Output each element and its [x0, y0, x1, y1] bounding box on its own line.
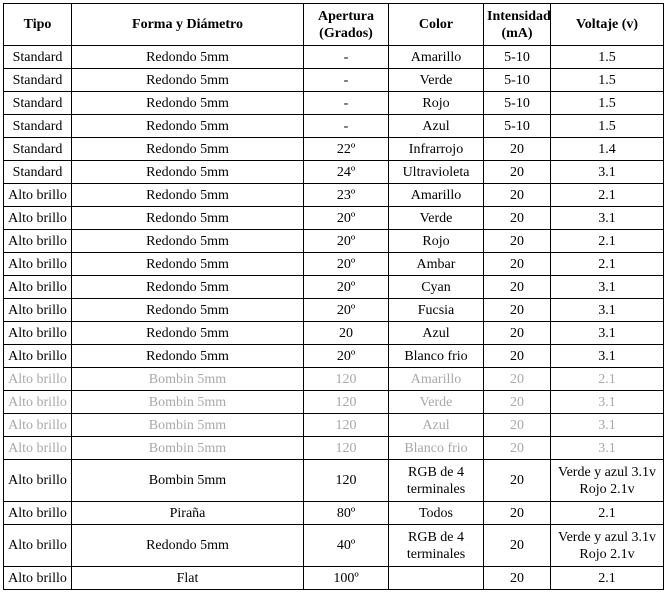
table-row [4, 437, 664, 460]
cell-tipo: Alto brillo [4, 184, 72, 207]
cell-color: Fucsia [389, 299, 484, 322]
cell-voltaje: 1.5 [551, 92, 664, 115]
cell-tipo: Alto brillo [4, 299, 72, 322]
cell-intensidad: 20 [484, 276, 551, 299]
cell-apertura: 100º [304, 567, 389, 590]
header-apertura: Apertura (Grados) [304, 4, 389, 46]
table-row [4, 69, 664, 92]
cell-intensidad: 20 [484, 567, 551, 590]
cell-apertura: 20º [304, 345, 389, 368]
cell-apertura: - [304, 115, 389, 138]
table-row [4, 138, 664, 161]
table-row [4, 502, 664, 525]
cell-voltaje: 2.1 [551, 368, 664, 391]
cell-voltaje: 3.1 [551, 161, 664, 184]
cell-intensidad: 20 [484, 437, 551, 460]
cell-tipo: Standard [4, 115, 72, 138]
cell-voltaje: 3.1 [551, 345, 664, 368]
table-body [4, 46, 664, 590]
cell-voltaje: 2.1 [551, 230, 664, 253]
cell-voltaje: 1.5 [551, 115, 664, 138]
cell-forma: Bombin 5mm [72, 368, 304, 391]
cell-color: Rojo [389, 230, 484, 253]
cell-apertura: 120 [304, 391, 389, 414]
cell-color: Ultravioleta [389, 161, 484, 184]
cell-apertura: 20º [304, 230, 389, 253]
cell-voltaje: 2.1 [551, 567, 664, 590]
cell-tipo: Alto brillo [4, 345, 72, 368]
cell-apertura: 20º [304, 207, 389, 230]
cell-voltaje: 2.1 [551, 253, 664, 276]
cell-intensidad: 20 [484, 253, 551, 276]
cell-voltaje: Verde y azul 3.1v Rojo 2.1v [551, 525, 664, 567]
cell-color: RGB de 4 terminales [389, 525, 484, 567]
cell-forma: Bombin 5mm [72, 460, 304, 502]
cell-tipo: Standard [4, 46, 72, 69]
cell-color: Blanco frio [389, 345, 484, 368]
cell-intensidad: 20 [484, 207, 551, 230]
table-row [4, 46, 664, 69]
cell-intensidad: 20 [484, 184, 551, 207]
cell-tipo: Standard [4, 161, 72, 184]
cell-forma: Redondo 5mm [72, 230, 304, 253]
cell-intensidad: 5-10 [484, 69, 551, 92]
cell-tipo: Alto brillo [4, 207, 72, 230]
cell-tipo: Alto brillo [4, 567, 72, 590]
cell-voltaje: 1.5 [551, 69, 664, 92]
cell-tipo: Alto brillo [4, 391, 72, 414]
cell-voltaje: Verde y azul 3.1v Rojo 2.1v [551, 460, 664, 502]
cell-tipo: Standard [4, 69, 72, 92]
cell-apertura: 80º [304, 502, 389, 525]
cell-apertura: 120 [304, 437, 389, 460]
cell-apertura: 40º [304, 525, 389, 567]
cell-voltaje: 3.1 [551, 414, 664, 437]
cell-intensidad: 20 [484, 299, 551, 322]
table-row [4, 322, 664, 345]
cell-tipo: Alto brillo [4, 276, 72, 299]
cell-forma: Redondo 5mm [72, 345, 304, 368]
header-forma: Forma y Diámetro [72, 4, 304, 46]
cell-intensidad: 20 [484, 161, 551, 184]
cell-tipo: Alto brillo [4, 437, 72, 460]
cell-intensidad: 5-10 [484, 46, 551, 69]
cell-voltaje: 3.1 [551, 322, 664, 345]
cell-apertura: 20º [304, 253, 389, 276]
cell-tipo: Alto brillo [4, 414, 72, 437]
cell-color: Blanco frio [389, 437, 484, 460]
cell-apertura: 23º [304, 184, 389, 207]
table-row [4, 414, 664, 437]
cell-tipo: Alto brillo [4, 502, 72, 525]
cell-apertura: 20 [304, 322, 389, 345]
cell-tipo: Alto brillo [4, 253, 72, 276]
cell-color: Verde [389, 69, 484, 92]
cell-apertura: 120 [304, 414, 389, 437]
cell-intensidad: 20 [484, 345, 551, 368]
cell-intensidad: 20 [484, 368, 551, 391]
cell-tipo: Alto brillo [4, 230, 72, 253]
cell-color: Amarillo [389, 368, 484, 391]
cell-intensidad: 20 [484, 391, 551, 414]
cell-voltaje: 2.1 [551, 502, 664, 525]
cell-apertura: 22º [304, 138, 389, 161]
cell-color: Verde [389, 207, 484, 230]
header-voltaje: Voltaje (v) [551, 4, 664, 46]
header-row [4, 4, 664, 46]
cell-forma: Redondo 5mm [72, 276, 304, 299]
cell-color: Infrarrojo [389, 138, 484, 161]
cell-forma: Redondo 5mm [72, 253, 304, 276]
cell-apertura: - [304, 46, 389, 69]
cell-forma: Redondo 5mm [72, 161, 304, 184]
table-row [4, 276, 664, 299]
cell-color: Azul [389, 115, 484, 138]
cell-color: Azul [389, 322, 484, 345]
cell-voltaje: 3.1 [551, 276, 664, 299]
cell-forma: Redondo 5mm [72, 138, 304, 161]
cell-forma: Redondo 5mm [72, 525, 304, 567]
cell-forma: Bombin 5mm [72, 414, 304, 437]
cell-intensidad: 5-10 [484, 92, 551, 115]
cell-voltaje: 2.1 [551, 184, 664, 207]
table-row [4, 92, 664, 115]
cell-intensidad: 20 [484, 460, 551, 502]
table-row [4, 230, 664, 253]
cell-color [389, 567, 484, 590]
cell-tipo: Alto brillo [4, 460, 72, 502]
table-row [4, 184, 664, 207]
cell-voltaje: 3.1 [551, 207, 664, 230]
cell-tipo: Standard [4, 138, 72, 161]
cell-intensidad: 20 [484, 525, 551, 567]
cell-forma: Redondo 5mm [72, 69, 304, 92]
header-tipo: Tipo [4, 4, 72, 46]
cell-apertura: 20º [304, 299, 389, 322]
table-row [4, 161, 664, 184]
cell-apertura: 120 [304, 368, 389, 391]
cell-color: Azul [389, 414, 484, 437]
cell-apertura: - [304, 92, 389, 115]
cell-forma: Bombin 5mm [72, 437, 304, 460]
table-row [4, 525, 664, 567]
cell-voltaje: 1.4 [551, 138, 664, 161]
cell-forma: Redondo 5mm [72, 322, 304, 345]
cell-tipo: Standard [4, 92, 72, 115]
table-row [4, 345, 664, 368]
cell-tipo: Alto brillo [4, 525, 72, 567]
cell-forma: Redondo 5mm [72, 207, 304, 230]
cell-voltaje: 1.5 [551, 46, 664, 69]
cell-apertura: - [304, 69, 389, 92]
cell-forma: Redondo 5mm [72, 184, 304, 207]
cell-tipo: Alto brillo [4, 322, 72, 345]
cell-color: Amarillo [389, 46, 484, 69]
table-row [4, 391, 664, 414]
table-row [4, 253, 664, 276]
cell-color: Cyan [389, 276, 484, 299]
header-intensidad: Intensidad (mA) [484, 4, 551, 46]
led-specs-table [3, 3, 664, 590]
table-row [4, 207, 664, 230]
cell-color: Rojo [389, 92, 484, 115]
cell-intensidad: 20 [484, 414, 551, 437]
table-row [4, 567, 664, 590]
table-row [4, 299, 664, 322]
cell-intensidad: 20 [484, 138, 551, 161]
cell-color: Verde [389, 391, 484, 414]
table-row [4, 368, 664, 391]
cell-voltaje: 3.1 [551, 299, 664, 322]
cell-intensidad: 20 [484, 230, 551, 253]
cell-voltaje: 3.1 [551, 437, 664, 460]
table-row [4, 115, 664, 138]
cell-forma: Bombin 5mm [72, 391, 304, 414]
cell-apertura: 20º [304, 276, 389, 299]
cell-forma: Redondo 5mm [72, 92, 304, 115]
cell-apertura: 120 [304, 460, 389, 502]
cell-color: Ambar [389, 253, 484, 276]
cell-voltaje: 3.1 [551, 391, 664, 414]
cell-color: Todos [389, 502, 484, 525]
cell-forma: Redondo 5mm [72, 299, 304, 322]
cell-tipo: Alto brillo [4, 368, 72, 391]
cell-apertura: 24º [304, 161, 389, 184]
cell-forma: Redondo 5mm [72, 46, 304, 69]
cell-forma: Redondo 5mm [72, 115, 304, 138]
cell-forma: Piraña [72, 502, 304, 525]
cell-forma: Flat [72, 567, 304, 590]
cell-intensidad: 20 [484, 322, 551, 345]
cell-color: Amarillo [389, 184, 484, 207]
cell-intensidad: 20 [484, 502, 551, 525]
table-row [4, 460, 664, 502]
header-color: Color [389, 4, 484, 46]
cell-color: RGB de 4 terminales [389, 460, 484, 502]
cell-intensidad: 5-10 [484, 115, 551, 138]
